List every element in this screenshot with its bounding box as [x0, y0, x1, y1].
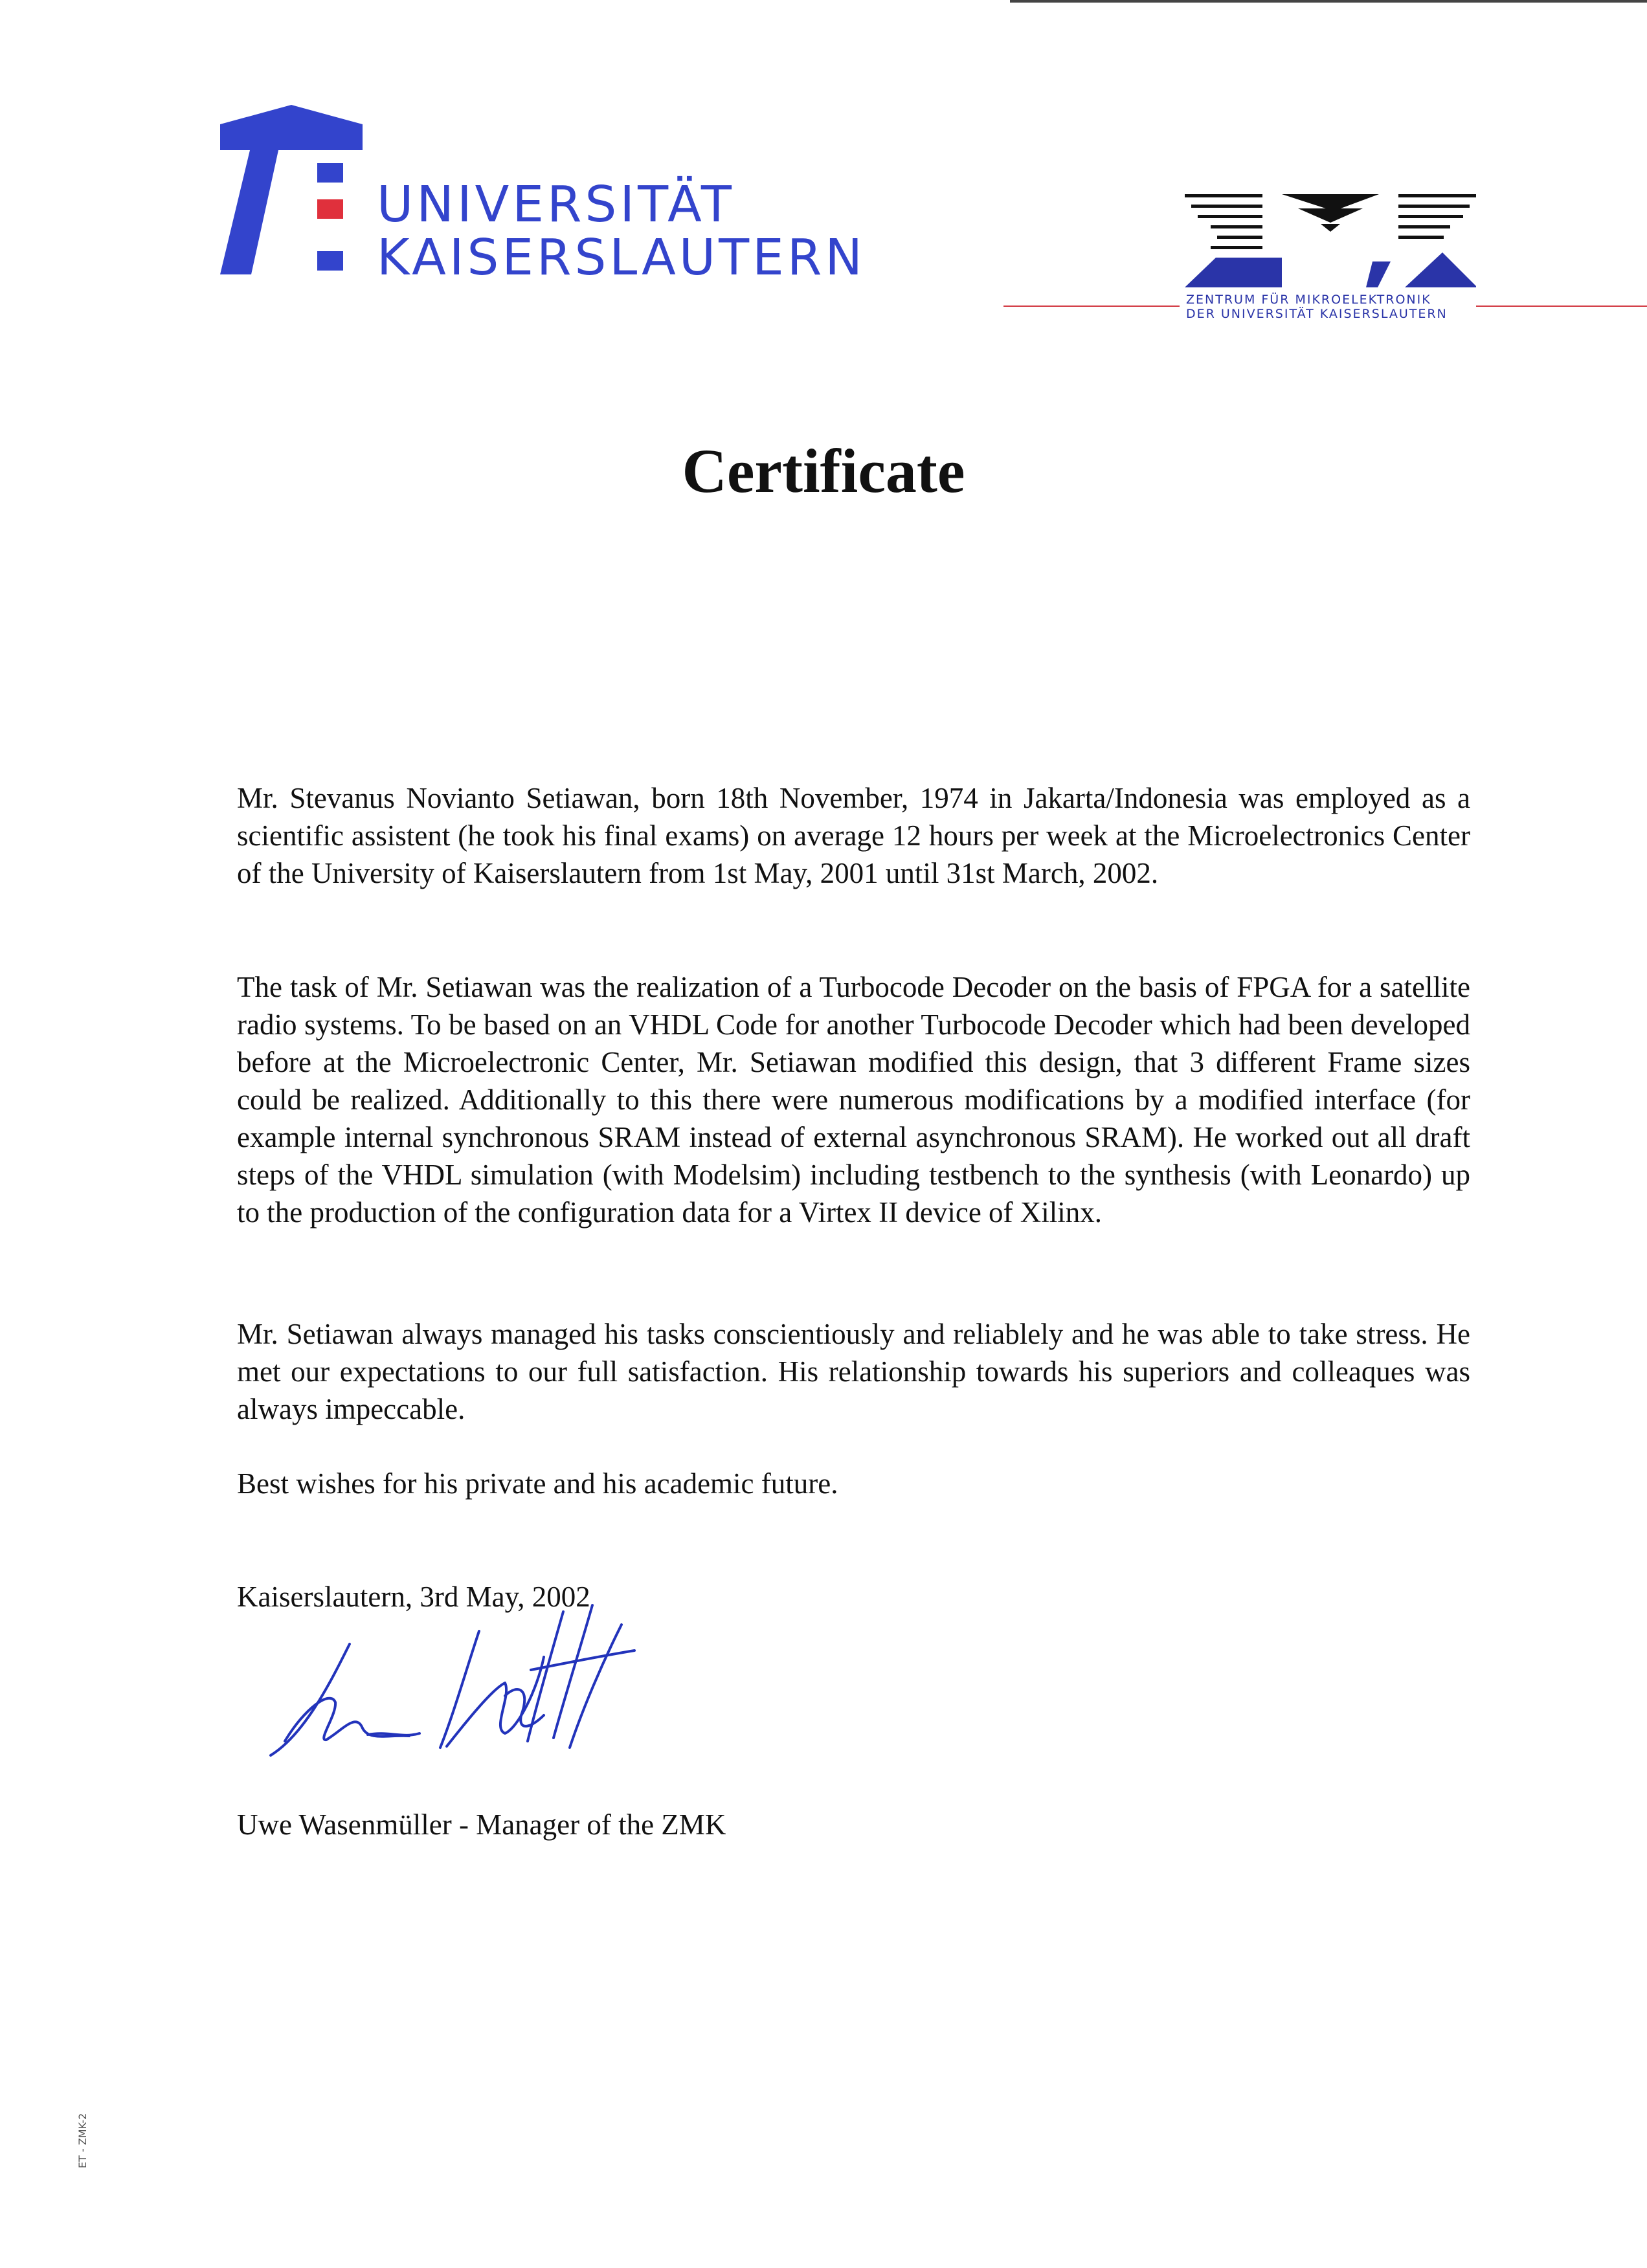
top-edge-rule: [1010, 0, 1647, 3]
university-logo: [214, 104, 866, 298]
zmk-logo: [997, 188, 1647, 337]
zmk-name-line2: DER UNIVERSITÄT KAISERSLAUTERN: [1186, 307, 1448, 321]
body-paragraph-wishes: Best wishes for his private and his academic future.: [237, 1467, 838, 1500]
body-paragraph-evaluation: Mr. Setiawan always managed his tasks conscientiously and reliablely and he was able to take stress. He met our expectations to our full satisfaction. His relationship towards his superiors and colleaques was always impeccable.: [237, 1318, 1470, 1425]
university-emblem-icon: [214, 104, 369, 278]
university-name-line2: KAISERSLAUTERN: [377, 229, 866, 287]
signer-name: Uwe Wasenmüller - Manager of the ZMK: [237, 1808, 726, 1841]
place-and-date: Kaiserslautern, 3rd May, 2002: [237, 1581, 590, 1613]
signature-icon: [259, 1586, 699, 1780]
body-paragraph-task: The task of Mr. Setiawan was the realization of a Turbocode Decoder on the basis of FPGA for a satellite radio systems. To be based on an VHDL Code for another Turbocode Decoder which had been developed before at the Microelectronic Center, Mr. Setiawan modified this design, that 3 different Frame sizes could be realized. Additionally to this there were numerous modifications by a modified interface (for example internal synchronous SRAM instead of external asynchronous SRAM). He worked out all draft steps of the VHDL simulation (with Modelsim) including testbench to the synthesis (with Leonardo) up to the production of the configuration data for a Virtex II device of Xilinx.: [237, 971, 1470, 1228]
zmk-red-rule-right: [1476, 306, 1647, 307]
zmk-emblem-icon: [1185, 192, 1476, 289]
university-name-line1: UNIVERSITÄT: [377, 176, 735, 234]
body-paragraph-employment: Mr. Stevanus Novianto Setiawan, born 18th November, 1974 in Jakarta/Indonesia was employed as a scientific assistent (he took his final exams) on average 12 hours per week at the Microelectronics Center of the University of Kaiserslautern from 1st May, 2001 until 31st March, 2002.: [237, 782, 1470, 889]
zmk-red-rule-left: [1003, 306, 1180, 307]
form-code: ET - ZMK-2: [76, 2113, 89, 2168]
page-title: Certificate: [682, 436, 965, 506]
zmk-name-line1: ZENTRUM FÜR MIKROELEKTRONIK: [1186, 293, 1431, 307]
